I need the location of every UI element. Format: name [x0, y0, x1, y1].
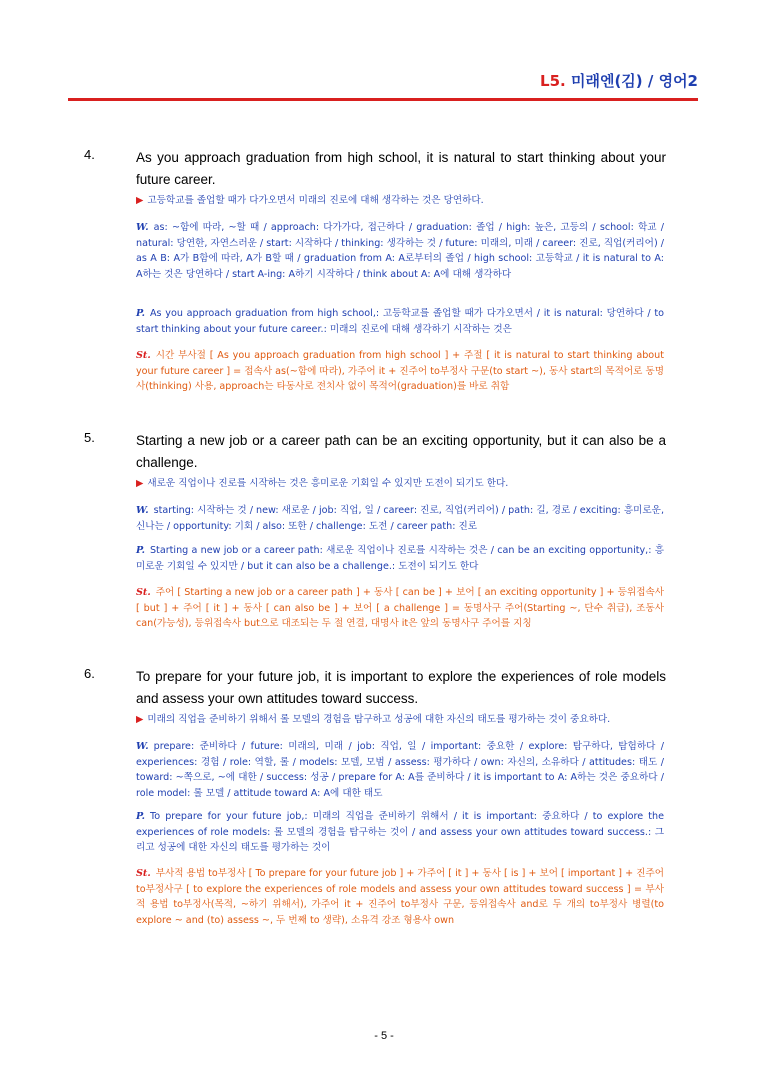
phrase-notes: P. To prepare for your future job,: 미래의 직업을 준비하기 위해서 / it is important: 중요하다 / to explore the experiences of role models: 롤 모델의 경험을 탐구하는 것이 / and assess your own attitudes toward success.: 그리고 성공에 대한 자신의 태도를 평가하는 것이 [136, 811, 664, 854]
lesson-label: L5. [540, 72, 566, 90]
phrase-notes: P. Starting a new job or a career path: 새로운 직업이나 진로를 시작하는 것은 / can be an exciting opportunity,: 흥미로운 기회일 수 있지만 / but it can also be a challenge.: 도전이 되기도 한다 [136, 545, 664, 572]
structure-notes: St. 부사적 용법 to부정사 [ To prepare for your future job ] + 가주어 [ it ] + 동사 [ is ] + 보어 [ important ] + 진주어 to부정사구 [ to explore the experiences of role models and assess your own attitudes toward success ] = 부사적 용법 to부정사(목적, ~하기 위해서), 가주어 it + 진주어 to부정사 구문, 등위접속사 and로 두 개의 to부정사 병렬(to explore ~ and (to) assess ~, 두 번째 to 생략), 소유격 강조 형용사 own [136, 868, 664, 926]
structure-tag: St. [136, 587, 151, 598]
header-title [540, 70, 698, 91]
structure-notes: St. 시간 부사절 [ As you approach graduation from high school ] + 주절 [ it is natural to start thinking about your future career ] = 접속사 as(~함에 따라), 가주어 it + 진주어 to부정사 구문(to start ~), 동사 start의 목적어로 동명사(thinking) 사용, approach는 타동사로 전치사 없이 목적어(graduation)를 바로 취함 [136, 350, 664, 393]
page-header [68, 70, 698, 100]
arrow-icon: ▶ [136, 195, 144, 206]
korean-translation: ▶ 미래의 직업을 준비하기 위해서 롤 모델의 경험을 탐구하고 성공에 대한 자신의 태도를 평가하는 것이 중요하다. [136, 714, 611, 725]
structure-notes: St. 주어 [ Starting a new job or a career path ] + 동사 [ can be ] + 보어 [ an exciting opportunity ] + 등위접속사 [ but ] + 주어 [ it ] + 동사 [ can also be ] + 보어 [ a challenge ] = 동명사구 주어(Starting ~, 단수 취급), 조동사 can(가능성), 등위접속사 but으로 대조되는 두 절 연결, 대명사 it은 앞의 동명사구 주어를 지칭 [136, 587, 664, 630]
structure-tag: St. [136, 868, 151, 879]
header-rule [68, 98, 698, 101]
korean-translation: ▶ 새로운 직업이나 진로를 시작하는 것은 흥미로운 기회일 수 있지만 도전이 되기도 한다. [136, 478, 509, 489]
korean-translation: ▶ 고등학교를 졸업할 때가 다가오면서 미래의 진로에 대해 생각하는 것은 당연하다. [136, 195, 484, 206]
word-notes: W. prepare: 준비하다 / future: 미래의, 미래 / job: 직업, 일 / important: 중요한 / explore: 탐구하다, 탐험하다 / experiences: 경험 / role: 역할, 롤 / models: 모델, 모범 / assess: 평가하다 / own: 자신의, 소유하다 / attitudes: 태도 / toward: ~쪽으로, ~에 대한 / success: 성공 / prepare for A: A를 준비하다 / it is important to A: A하는 것은 중요하다 / role model: 롤 모델 / attitude toward A: A에 대한 태도 [136, 741, 664, 799]
book-title: 미래엔(김) / 영어2 [570, 72, 698, 90]
word-tag: W. [136, 222, 149, 233]
item-number: 6. [84, 666, 95, 681]
english-sentence: Starting a new job or a career path can be an exciting opportunity, but it can also be a challenge. [136, 433, 666, 470]
phrase-tag: P. [136, 811, 145, 822]
page-number: - 5 - [374, 1030, 394, 1042]
phrase-tag: P. [136, 545, 145, 556]
word-tag: W. [136, 505, 149, 516]
arrow-icon: ▶ [136, 714, 144, 725]
phrase-notes: P. As you approach graduation from high school,: 고등학교를 졸업할 때가 다가오면서 / it is natural: 당연하다 / to start thinking about your future career.: 미래의 진로에 대해 생각하기 시작하는 것은 [136, 308, 664, 335]
arrow-icon: ▶ [136, 478, 144, 489]
item-number: 4. [84, 147, 95, 162]
english-sentence: To prepare for your future job, it is important to explore the experiences of role models and assess your own attitudes toward success. [136, 669, 666, 706]
word-tag: W. [136, 741, 149, 752]
phrase-tag: P. [136, 308, 145, 319]
structure-tag: St. [136, 350, 151, 361]
word-notes: W. as: ~함에 따라, ~할 때 / approach: 다가가다, 접근하다 / graduation: 졸업 / high: 높은, 고등의 / school: 학교 / natural: 당연한, 자연스러운 / start: 시작하다 / thinking: 생각하는 것 / future: 미래의, 미래 / career: 진로, 직업(커리어) / as A B: A가 B함에 따라, A가 B할 때 / graduation from A: A로부터의 졸업 / high school: 고등학교 / it is natural to A: A하는 것은 당연하다 / start A-ing: A하기 시작하다 / think about A: A에 대해 생각하다 [136, 222, 664, 280]
item-number: 5. [84, 430, 95, 445]
english-sentence: As you approach graduation from high school, it is natural to start thinking about your future career. [136, 150, 666, 187]
word-notes: W. starting: 시작하는 것 / new: 새로운 / job: 직업, 일 / career: 진로, 직업(커리어) / path: 길, 경로 / exciting: 흥미로운, 신나는 / opportunity: 기회 / also: 또한 / challenge: 도전 / career path: 진로 [136, 505, 664, 532]
